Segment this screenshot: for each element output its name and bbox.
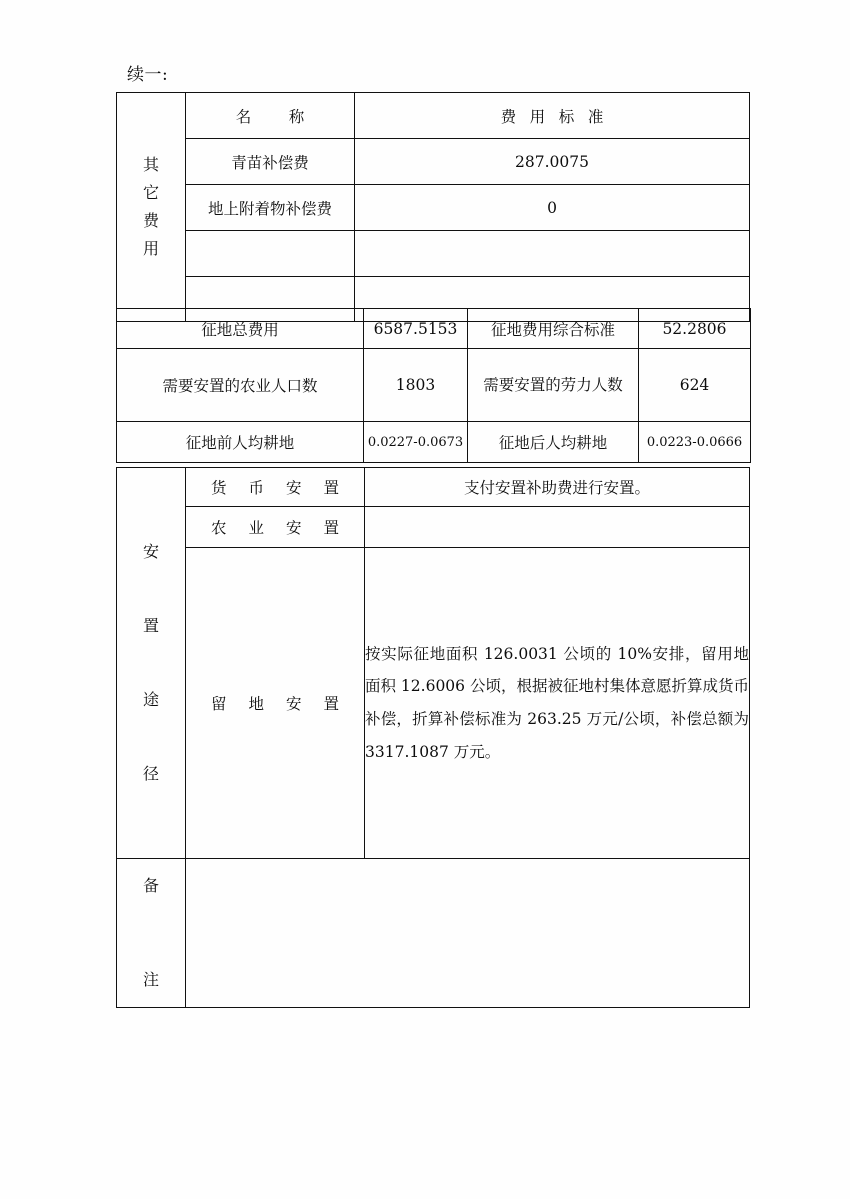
fee-standard-3 [355,231,750,277]
table-row [117,507,750,548]
table-row [117,859,750,1008]
agri-population-label: 需要安置的农业人口数 [117,349,364,422]
header-name: 名 称 [186,93,355,139]
settlement-content-landreserve-text: 按实际征地面积 126.0031 公顷的 10%安排，留用地面积 12.6006 公顷，根据被征地村集体意愿折算成货币补偿，折算补偿标准为 263.25 万元/公顷，补偿总额为 3317.1087 万元。 [365,644,749,761]
table-row [117,422,751,463]
table-row [117,309,751,349]
settlement-table [116,467,750,1008]
comprehensive-standard-label: 征地费用综合标准 [468,309,639,349]
fee-name-3 [186,231,355,277]
settlement-content-landreserve [365,548,750,859]
farmland-before-label: 征地前人均耕地 [117,422,364,463]
table-row [117,349,751,422]
remarks-label-char-1: 备 [142,876,159,895]
fee-name-1: 青苗补偿费 [186,139,355,185]
settlement-label-char-3: 途 [142,690,159,709]
fee-standard-2: 0 [355,185,750,231]
remarks-label-char-2: 注 [142,970,159,989]
table-row [117,548,750,859]
totals-table [116,308,751,463]
labor-population-value: 624 [639,349,751,422]
agri-population-value: 1803 [364,349,468,422]
remarks-row-label [117,859,186,1008]
table-row [117,185,750,231]
fee-standard-1: 287.0075 [355,139,750,185]
settlement-kind-landreserve: 留 地 安 置 [186,548,365,859]
labor-population-label: 需要安置的劳力人数 [468,349,639,422]
settlement-label-char-4: 径 [142,764,159,783]
comprehensive-standard-value: 52.2806 [639,309,751,349]
settlement-kind-monetary: 货 币 安 置 [186,468,365,507]
table-row [117,468,750,507]
header-standard: 费 用 标 准 [355,93,750,139]
table-row [117,93,750,139]
other-fees-row-label [117,93,186,322]
settlement-kind-agricultural: 农 业 安 置 [186,507,365,548]
other-fees-label-char-2: 它 [142,183,159,202]
fee-name-2: 地上附着物补偿费 [186,185,355,231]
other-fees-label-char-3: 费 [142,211,159,230]
other-fees-label-char-4: 用 [142,239,159,258]
farmland-before-value: 0.0227-0.0673 [364,422,468,463]
other-fees-label-char-1: 其 [142,155,159,174]
settlement-label-char-2: 置 [142,616,159,635]
total-cost-value: 6587.5153 [364,309,468,349]
table-row [117,231,750,277]
total-cost-label: 征地总费用 [117,309,364,349]
settlement-label-char-1: 安 [142,542,159,561]
settlement-content-monetary: 支付安置补助费进行安置。 [365,468,750,507]
remarks-content [186,859,750,1008]
continuation-label: 续一: [127,65,169,85]
settlement-row-label [117,468,186,859]
table-row [117,139,750,185]
farmland-after-value: 0.0223-0.0666 [639,422,751,463]
settlement-content-agricultural [365,507,750,548]
farmland-after-label: 征地后人均耕地 [468,422,639,463]
other-fees-table [116,92,750,322]
